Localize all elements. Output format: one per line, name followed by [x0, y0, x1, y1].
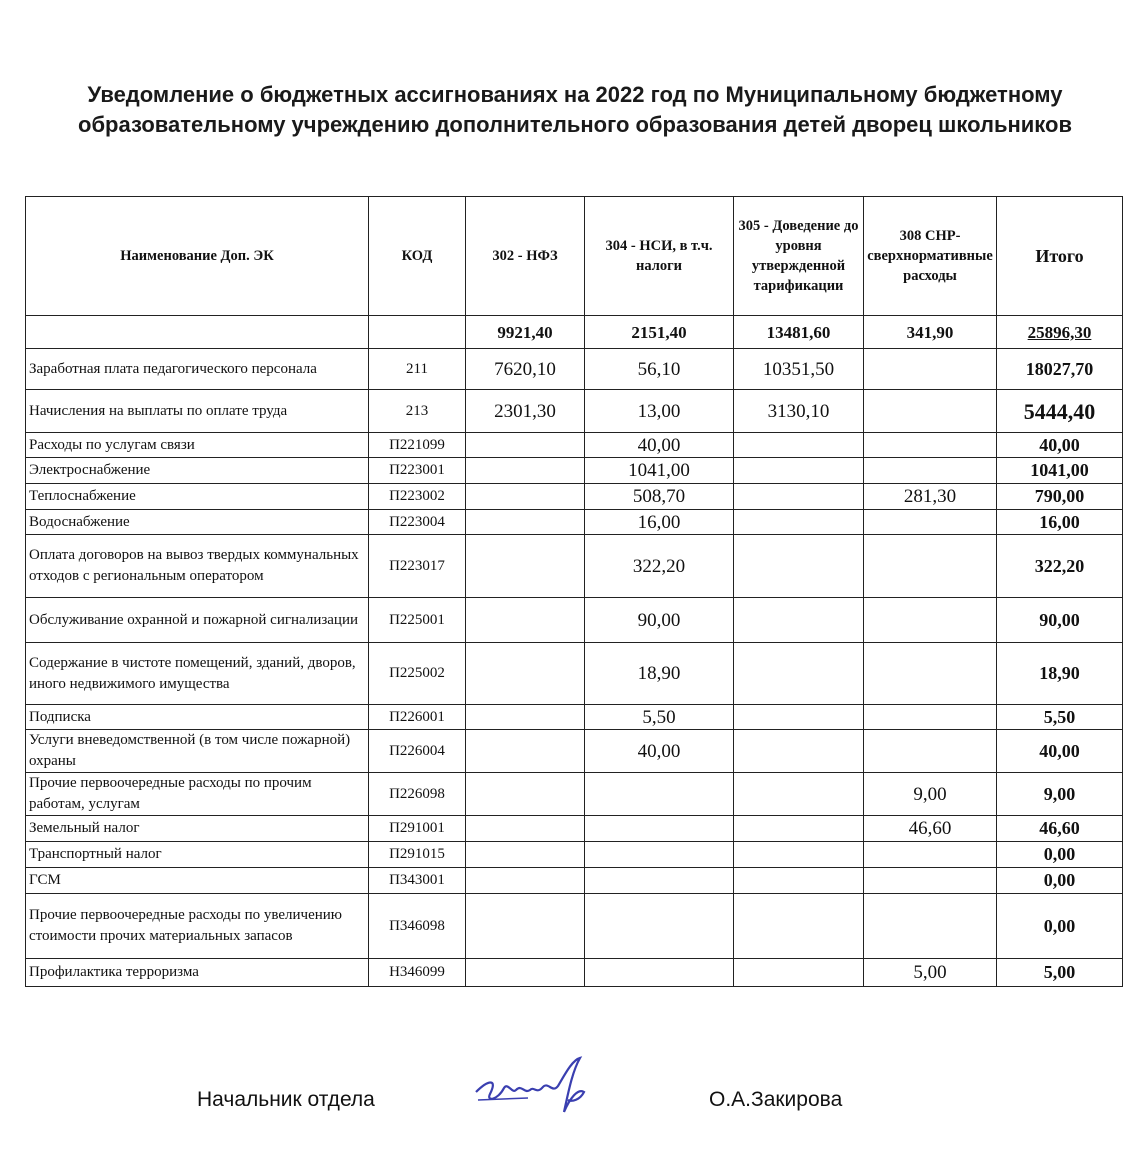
row-304: 1041,00 [585, 458, 734, 484]
row-308 [864, 598, 997, 643]
row-305 [734, 484, 864, 510]
row-code: П226004 [369, 730, 466, 773]
table-row [26, 816, 1123, 842]
col-header-code: КОД [369, 197, 466, 316]
row-308 [864, 510, 997, 535]
table-row [26, 484, 1123, 510]
row-total: 40,00 [997, 730, 1123, 773]
row-308 [864, 390, 997, 433]
col-header-total: Итого [997, 197, 1123, 316]
col-header-name: Наименование Доп. ЭК [26, 197, 369, 316]
row-total: 46,60 [997, 816, 1123, 842]
row-name: Теплоснабжение [26, 484, 369, 510]
table-row [26, 842, 1123, 868]
row-name: Профилактика терроризма [26, 959, 369, 987]
row-302 [466, 894, 585, 959]
row-304: 90,00 [585, 598, 734, 643]
row-total: 5,00 [997, 959, 1123, 987]
row-308 [864, 535, 997, 598]
row-code: П226001 [369, 705, 466, 730]
row-304: 508,70 [585, 484, 734, 510]
table-row [26, 433, 1123, 458]
budget-table [25, 196, 1123, 987]
row-code: П346098 [369, 894, 466, 959]
row-302 [466, 773, 585, 816]
row-code: П226098 [369, 773, 466, 816]
row-302 [466, 816, 585, 842]
totals-302: 9921,40 [466, 316, 585, 349]
row-code: 211 [369, 349, 466, 390]
row-total: 9,00 [997, 773, 1123, 816]
row-308: 281,30 [864, 484, 997, 510]
row-305 [734, 705, 864, 730]
row-total: 0,00 [997, 842, 1123, 868]
row-name: Содержание в чистоте помещений, зданий, дворов, иного недвижимого имущества [26, 643, 369, 705]
totals-row [26, 316, 1123, 349]
row-305 [734, 730, 864, 773]
row-304: 13,00 [585, 390, 734, 433]
row-total: 1041,00 [997, 458, 1123, 484]
table-row [26, 959, 1123, 987]
row-304: 16,00 [585, 510, 734, 535]
row-308 [864, 349, 997, 390]
table-row [26, 598, 1123, 643]
row-305 [734, 842, 864, 868]
row-305 [734, 959, 864, 987]
totals-name [26, 316, 369, 349]
row-code: П225001 [369, 598, 466, 643]
row-total: 790,00 [997, 484, 1123, 510]
table-row [26, 458, 1123, 484]
row-308 [864, 705, 997, 730]
row-total: 18027,70 [997, 349, 1123, 390]
row-name: Услуги вневедомственной (в том числе пожарной) охраны [26, 730, 369, 773]
table-row [26, 390, 1123, 433]
col-header-308: 308 СНР-сверхнормативные расходы [864, 197, 997, 316]
row-305 [734, 868, 864, 894]
totals-grand: 25896,30 [997, 316, 1123, 349]
row-code: П225002 [369, 643, 466, 705]
row-308 [864, 894, 997, 959]
row-305 [734, 458, 864, 484]
row-302 [466, 598, 585, 643]
row-308 [864, 868, 997, 894]
row-name: Расходы по услугам связи [26, 433, 369, 458]
row-302 [466, 730, 585, 773]
row-305 [734, 643, 864, 705]
table-row [26, 705, 1123, 730]
row-code: П223002 [369, 484, 466, 510]
row-name: ГСМ [26, 868, 369, 894]
row-304 [585, 868, 734, 894]
row-308 [864, 433, 997, 458]
table-row [26, 535, 1123, 598]
row-305 [734, 773, 864, 816]
row-302 [466, 705, 585, 730]
row-308 [864, 458, 997, 484]
row-305: 3130,10 [734, 390, 864, 433]
table-row [26, 510, 1123, 535]
table-row [26, 894, 1123, 959]
row-305 [734, 894, 864, 959]
row-name: Заработная плата педагогического персонала [26, 349, 369, 390]
table-row [26, 868, 1123, 894]
row-name: Прочие первоочередные расходы по увеличению стоимости прочих материальных запасов [26, 894, 369, 959]
row-total: 0,00 [997, 868, 1123, 894]
row-302 [466, 535, 585, 598]
row-304: 40,00 [585, 730, 734, 773]
row-308: 5,00 [864, 959, 997, 987]
row-name: Оплата договоров на вывоз твердых коммунальных отходов с региональным оператором [26, 535, 369, 598]
row-305 [734, 816, 864, 842]
row-total: 40,00 [997, 433, 1123, 458]
row-302 [466, 643, 585, 705]
col-header-305: 305 - Доведение до уровня утвержденной тарификации [734, 197, 864, 316]
row-304 [585, 773, 734, 816]
row-304 [585, 894, 734, 959]
signatory-name: О.А.Закирова [709, 1088, 843, 1111]
col-header-304: 304 - НСИ, в т.ч. налоги [585, 197, 734, 316]
signatory-position: Начальник отдела [197, 1088, 375, 1111]
row-308 [864, 842, 997, 868]
row-304 [585, 842, 734, 868]
row-name: Водоснабжение [26, 510, 369, 535]
row-305 [734, 433, 864, 458]
row-304: 56,10 [585, 349, 734, 390]
row-302 [466, 842, 585, 868]
document-title: Уведомление о бюджетных ассигнованиях на 2022 год по Муниципальному бюджетному образовательному учреждению дополнительного образования детей дворец школьников [78, 82, 1072, 137]
row-302 [466, 433, 585, 458]
row-308 [864, 730, 997, 773]
col-header-302: 302 - НФЗ [466, 197, 585, 316]
row-305 [734, 598, 864, 643]
row-name: Прочие первоочередные расходы по прочим работам, услугам [26, 773, 369, 816]
row-302 [466, 484, 585, 510]
row-total: 18,90 [997, 643, 1123, 705]
header-row [26, 197, 1123, 316]
row-code: П291015 [369, 842, 466, 868]
table-row [26, 643, 1123, 705]
row-304 [585, 959, 734, 987]
row-name: Начисления на выплаты по оплате труда [26, 390, 369, 433]
row-total: 5,50 [997, 705, 1123, 730]
row-302 [466, 510, 585, 535]
row-name: Транспортный налог [26, 842, 369, 868]
row-308 [864, 643, 997, 705]
row-name: Подписка [26, 705, 369, 730]
row-code: Н346099 [369, 959, 466, 987]
table-row [26, 773, 1123, 816]
row-total: 322,20 [997, 535, 1123, 598]
row-308: 46,60 [864, 816, 997, 842]
row-304: 18,90 [585, 643, 734, 705]
row-total: 90,00 [997, 598, 1123, 643]
row-302 [466, 868, 585, 894]
row-304 [585, 816, 734, 842]
row-total: 5444,40 [997, 390, 1123, 433]
row-304: 322,20 [585, 535, 734, 598]
row-name: Электроснабжение [26, 458, 369, 484]
row-302: 7620,10 [466, 349, 585, 390]
row-total: 0,00 [997, 894, 1123, 959]
row-304: 40,00 [585, 433, 734, 458]
signature-image [468, 1050, 608, 1130]
row-name: Земельный налог [26, 816, 369, 842]
totals-304: 2151,40 [585, 316, 734, 349]
row-code: П343001 [369, 868, 466, 894]
row-code: П291001 [369, 816, 466, 842]
row-total: 16,00 [997, 510, 1123, 535]
row-name: Обслуживание охранной и пожарной сигнализации [26, 598, 369, 643]
totals-305: 13481,60 [734, 316, 864, 349]
row-code: П223004 [369, 510, 466, 535]
totals-308: 341,90 [864, 316, 997, 349]
row-302 [466, 959, 585, 987]
table-row [26, 730, 1123, 773]
row-code: П223017 [369, 535, 466, 598]
totals-code [369, 316, 466, 349]
row-305: 10351,50 [734, 349, 864, 390]
row-code: П223001 [369, 458, 466, 484]
row-302 [466, 458, 585, 484]
row-code: 213 [369, 390, 466, 433]
row-305 [734, 535, 864, 598]
row-304: 5,50 [585, 705, 734, 730]
table-row [26, 349, 1123, 390]
row-308: 9,00 [864, 773, 997, 816]
row-302: 2301,30 [466, 390, 585, 433]
row-code: П221099 [369, 433, 466, 458]
row-305 [734, 510, 864, 535]
